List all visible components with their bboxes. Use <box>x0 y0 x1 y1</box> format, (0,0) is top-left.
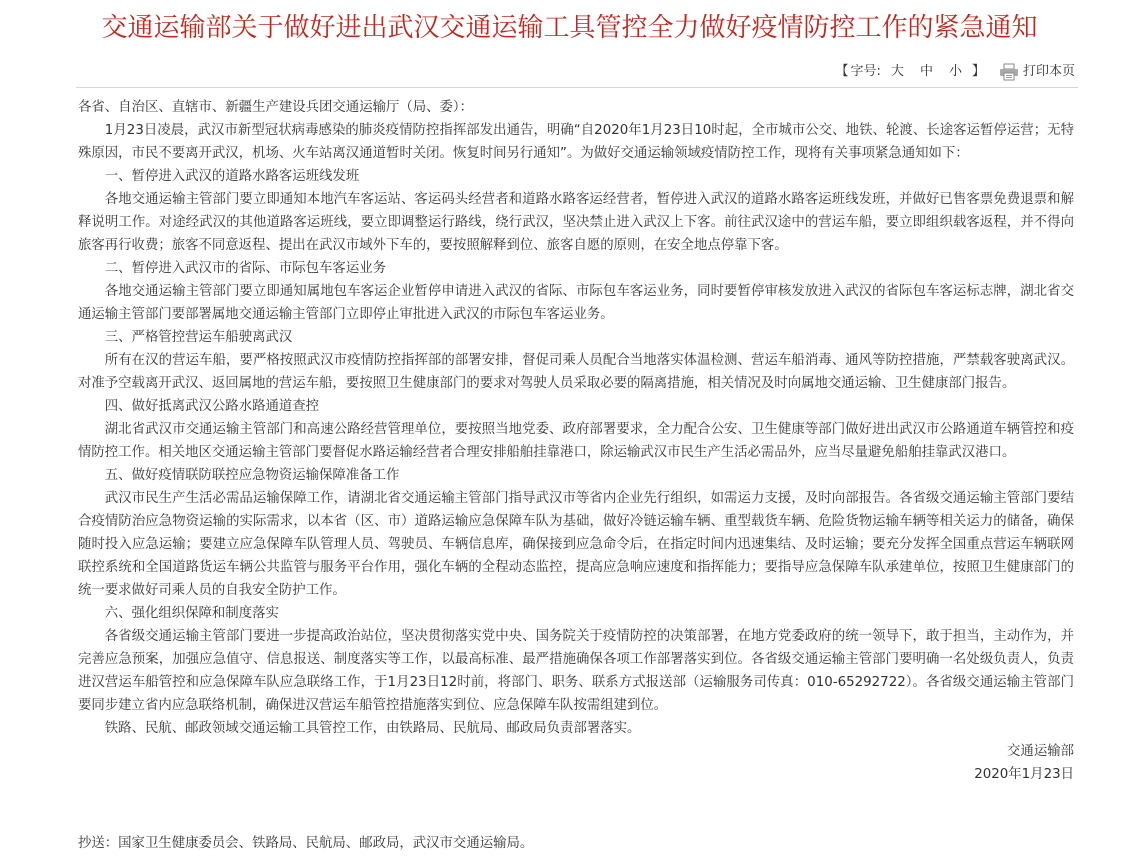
font-size-large-link[interactable]: 大 <box>890 64 904 79</box>
section-text: 所有在汉的营运车船，要严格按照武汉市疫情防控指挥部的部署安排，督促司乘人员配合当地落实体温检测、营运车船消毒、通风等防控措施，严禁载客驶离武汉。对准予空载离开武汉、返回属地的营运车船，要按照卫生健康部门的要求对驾驶人员采取必要的隔离措施，相关情况及时向属地交通运输、卫生健康部门报告。 <box>78 353 1074 391</box>
section-text: 各地交通运输主管部门要立即通知本地汽车客运站、客运码头经营者和道路水路客运经营者，暂停进入武汉的道路水路客运班线发班，并做好已售客票免费退票和解释说明工作。对途经武汉的其他道路客运班线，要立即调整运行路线，绕行武汉，坚决禁止进入武汉上下客。前往武汉途中的营运车船，要立即组织载客返程，并不得向旅客再行收费；旅客不同意返程、提出在武汉市域外下车的，要按照解释到位、旅客自愿的原则，在安全地点停靠下客。 <box>78 192 1074 253</box>
section-text: 各地交通运输主管部门要立即通知属地包车客运企业暂停申请进入武汉的省际、市际包车客运业务，同时要暂停审核发放进入武汉的省际包车客运标志牌，湖北省交通运输主管部门要部署属地交通运输主管部门立即停止审批进入武汉的市际包车客运业务。 <box>78 284 1074 322</box>
font-size-label: 字号: <box>850 64 881 79</box>
page-title: 交通运输部关于做好进出武汉交通运输工具管控全力做好疫情防控工作的紧急通知 <box>101 13 1038 43</box>
section-heading: 四、做好抵离武汉公路水路通道查控 <box>104 399 320 414</box>
article-toolbar <box>834 62 1075 82</box>
section-text: 各省级交通运输主管部门要进一步提高政治站位，坚决贯彻落实党中央、国务院关于疫情防控的决策部署，在地方党委政府的统一领导下，敢于担当，主动作为，并完善应急预案，加强应急值守、信息报送、制度落实等工作，以最高标准、最严措施确保各项工作部署落实到位。各省级交通运输主管部门要明确一名处级负责人，负责进汉营运车船管控和应急保障车队应急联络工作，于1月23日12时前，将部门、职务、联系方式报送部（运输服务司传真：010-65292722）。各省级交通运输主管部门要同步建立省内应急联络机制，确保进汉营运车船管控措施落实到位、应急保障车队按需组建到位。 <box>78 629 1074 713</box>
title-divider <box>76 87 1078 88</box>
font-size-small-link[interactable]: 小 <box>948 64 962 79</box>
printer-icon <box>999 63 1019 81</box>
section-heading: 三、严格管控营运车船驶离武汉 <box>104 330 293 345</box>
issue-date: 2020年1月23日 <box>974 767 1074 782</box>
section-text: 湖北省武汉市交通运输主管部门和高速公路经营管理单位，要按照当地党委、政府部署要求，全力配合公安、卫生健康等部门做好进出武汉市公路通道车辆管控和疫情防控工作。相关地区交通运输主管部门要督促水路运输经营者合理安排船舶挂靠港口，除运输武汉市民生产生活必需品外，应当尽量避免船舶挂靠武汉港口。 <box>78 422 1074 460</box>
section-heading: 一、暂停进入武汉的道路水路客运班线发班 <box>104 169 360 184</box>
print-label: 打印本页 <box>1022 64 1075 79</box>
section-heading: 二、暂停进入武汉市的省际、市际包车客运业务 <box>104 261 386 276</box>
section-text: 武汉市民生产生活必需品运输保障工作，请湖北省交通运输主管部门指导武汉市等省内企业先行组织，如需运力支援，及时向部报告。各省级交通运输主管部门要结合疫情防治应急物资运输的实际需求，以本省（区、市）道路运输应急保障车队为基础，做好冷链运输车辆、重型载货车辆、危险货物运输车辆等相关运力的储备，确保随时投入应急运输；要建立应急保障车队管理人员、驾驶员、车辆信息库，确保接到应急命令后，在指定时间内迅速集结、及时运输；要充分发挥全国重点营运车辆联网联控系统和全国道路货运车辆公共监管与服务平台作用，强化车辆的全程动态监控，提高应急响应速度和指挥能力；要指导应急保障车队承建单位，按照卫生健康部门的统一要求做好司乘人员的自我安全防护工作。 <box>78 491 1074 598</box>
cc-line: 抄送：国家卫生健康委员会、铁路局、民航局、邮政局，武汉市交通运输局。 <box>78 836 534 851</box>
font-size-medium-link[interactable]: 中 <box>919 64 933 79</box>
salutation: 各省、自治区、直辖市、新疆生产建设兵团交通运输厅（局、委）： <box>78 100 474 115</box>
toolbar-bracket-open: 【 <box>835 64 849 79</box>
toolbar-bracket-close: 】 <box>971 64 985 79</box>
closing-paragraph: 铁路、民航、邮政领域交通运输工具管控工作，由铁路局、民航局、邮政局负责部署落实。 <box>104 721 641 736</box>
section-heading: 六、强化组织保障和制度落实 <box>104 606 279 621</box>
section-heading: 五、做好疫情联防联控应急物资运输保障准备工作 <box>104 468 400 483</box>
signature: 交通运输部 <box>1007 744 1074 759</box>
intro-paragraph: 1月23日凌晨，武汉市新型冠状病毒感染的肺炎疫情防控指挥部发出通告，明确“自2020年1月23日10时起，全市城市公交、地铁、轮渡、长途客运暂停运营；无特殊原因，市民不要离开武汉，机场、火车站离汉通道暂时关闭。恢复时间另行通知”。为做好交通运输领域疫情防控工作，现将有关事项紧急通知如下： <box>78 123 1074 161</box>
print-button[interactable] <box>999 62 1075 82</box>
notice-body <box>78 96 1074 786</box>
